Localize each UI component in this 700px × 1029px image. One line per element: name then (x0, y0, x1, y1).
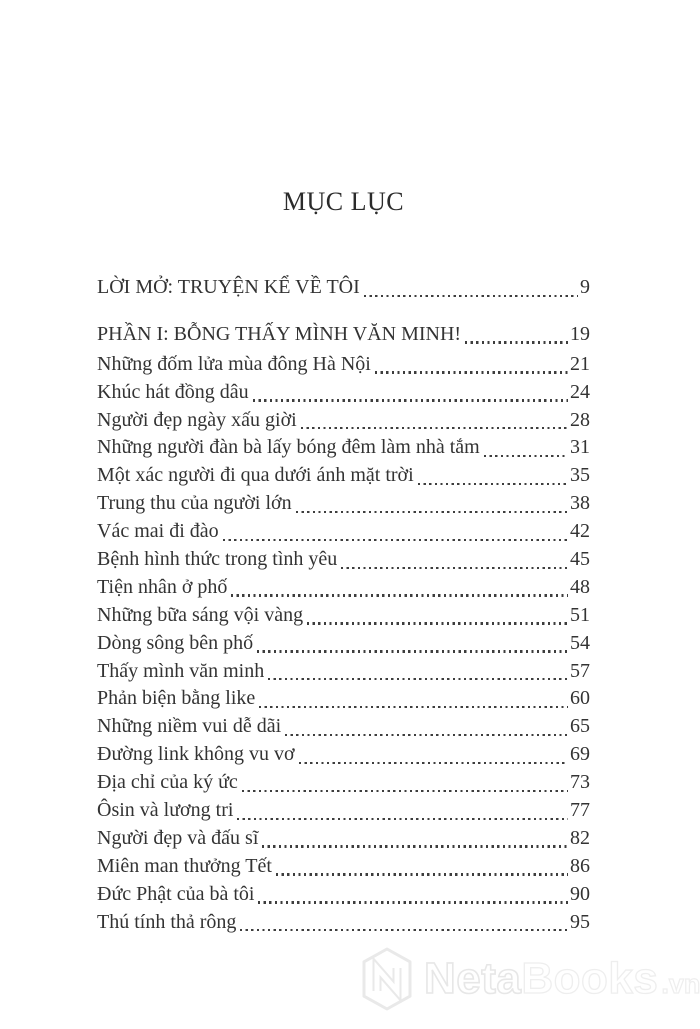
dot-leader (341, 567, 568, 569)
dot-leader (268, 678, 568, 680)
watermark-tld: .vn (661, 969, 700, 999)
toc-row (97, 630, 590, 658)
toc-entry-page: 60 (570, 687, 590, 710)
toc-entry-page: 86 (570, 854, 590, 877)
toc-entry-title: Những đốm lửa mùa đông Hà Nội (97, 352, 371, 375)
dot-leader (231, 594, 568, 596)
toc-entries-list (97, 351, 590, 937)
toc-entry-page: 69 (570, 743, 590, 766)
toc-entry-title: LỜI MỞ: TRUYỆN KỂ VỀ TÔI (97, 276, 360, 298)
toc-row (97, 797, 590, 825)
toc-entry-page: 31 (570, 436, 590, 459)
dot-leader (307, 622, 568, 624)
toc-row (97, 713, 590, 741)
toc-entry-page: 35 (570, 464, 590, 487)
toc-entry-page: 57 (570, 659, 590, 682)
toc-entry-title: Miên man thưởng Tết (97, 854, 272, 877)
toc-row (97, 462, 590, 490)
toc-entry-title: Người đẹp và đấu sĩ (97, 826, 259, 849)
toc-row (97, 434, 590, 462)
toc-row (97, 490, 590, 518)
toc-row-part (97, 321, 590, 349)
toc-row (97, 602, 590, 630)
toc-row (97, 685, 590, 713)
toc-entry-page: 28 (570, 408, 590, 431)
toc-row (97, 574, 590, 602)
toc-entry-title: Những niềm vui dễ dãi (97, 715, 282, 738)
dot-leader (364, 295, 578, 297)
toc-entry-page: 82 (570, 826, 590, 849)
toc-entry-page: 95 (570, 910, 590, 933)
dot-leader (259, 706, 568, 708)
toc-entry-title: Bệnh hình thức trong tình yêu (97, 548, 338, 571)
toc-entry-title: Địa chỉ của ký ức (97, 771, 238, 794)
dot-leader (465, 341, 568, 343)
toc-entry-page: 19 (570, 322, 590, 345)
toc-row (97, 769, 590, 797)
toc-entry-page: 54 (570, 631, 590, 654)
toc-entry-page: 48 (570, 575, 590, 598)
toc-entry-page: 21 (570, 352, 590, 375)
toc-row (97, 853, 590, 881)
toc-entry-title: Thấy mình văn minh (97, 659, 265, 682)
dot-leader (418, 483, 568, 485)
toc-entry-title: Người đẹp ngày xấu giời (97, 408, 297, 431)
netabooks-logo-icon (360, 946, 414, 1012)
watermark-brand-primary: Neta (424, 954, 522, 1003)
dot-leader (296, 511, 568, 513)
toc-entry-title: Một xác người đi qua dưới ánh mặt trời (97, 464, 414, 487)
toc-entry-title: Phản biện bằng like (97, 687, 256, 710)
toc-entry-title: Thú tính thả rông (97, 910, 237, 933)
dot-leader (276, 873, 568, 875)
toc-row (97, 518, 590, 546)
toc-row (97, 351, 590, 379)
toc-entry-page: 51 (570, 603, 590, 626)
toc-row (97, 881, 590, 909)
toc-entry-title: Những bữa sáng vội vàng (97, 603, 304, 626)
netabooks-watermark (360, 946, 700, 1012)
dot-leader (237, 818, 568, 820)
toc-row (97, 379, 590, 407)
dot-leader (484, 455, 568, 457)
toc-entry-page: 90 (570, 882, 590, 905)
dot-leader (262, 845, 568, 847)
dot-leader (299, 762, 568, 764)
dot-leader (242, 790, 568, 792)
dot-leader (285, 734, 568, 736)
toc-entry-title: Khúc hát đồng dâu (97, 380, 249, 403)
toc-entry-title: Dòng sông bên phố (97, 631, 254, 654)
table-of-contents (97, 274, 590, 936)
toc-entry-page: 45 (570, 548, 590, 571)
toc-entry-page: 24 (570, 380, 590, 403)
toc-entry-title: Đường link không vu vơ (97, 743, 295, 766)
toc-entry-title: Những người đàn bà lấy bóng đêm làm nhà tắm (97, 436, 480, 459)
watermark-brand-secondary: Books (521, 954, 659, 1003)
toc-entry-page: 42 (570, 520, 590, 543)
dot-leader (301, 427, 568, 429)
page-title: MỤC LỤC (282, 187, 405, 216)
toc-entry-title: Trung thu của người lớn (97, 492, 292, 515)
dot-leader (223, 539, 568, 541)
dot-leader (375, 371, 568, 373)
toc-entry-page: 65 (570, 715, 590, 738)
dot-leader (240, 929, 568, 931)
toc-entry-title: PHẦN I: BỖNG THẤY MÌNH VĂN MINH! (97, 322, 462, 345)
toc-row-intro (97, 274, 590, 302)
toc-entry-title: Đức Phật của bà tôi (97, 882, 255, 905)
toc-row (97, 909, 590, 937)
toc-entry-title: Tiện nhân ở phố (97, 575, 228, 598)
toc-entry-page: 9 (580, 276, 590, 298)
toc-row (97, 546, 590, 574)
toc-entry-title: Ôsin và lương tri (97, 799, 234, 822)
toc-entry-page: 38 (570, 492, 590, 515)
dot-leader (257, 650, 568, 652)
toc-row (97, 741, 590, 769)
toc-entry-title: Vác mai đi đào (97, 520, 219, 543)
netabooks-wordmark (424, 954, 700, 1004)
dot-leader (253, 399, 568, 401)
toc-row (97, 658, 590, 686)
toc-row (97, 825, 590, 853)
toc-row (97, 407, 590, 435)
toc-entry-page: 73 (570, 771, 590, 794)
dot-leader (258, 901, 568, 903)
toc-entry-page: 77 (570, 799, 590, 822)
